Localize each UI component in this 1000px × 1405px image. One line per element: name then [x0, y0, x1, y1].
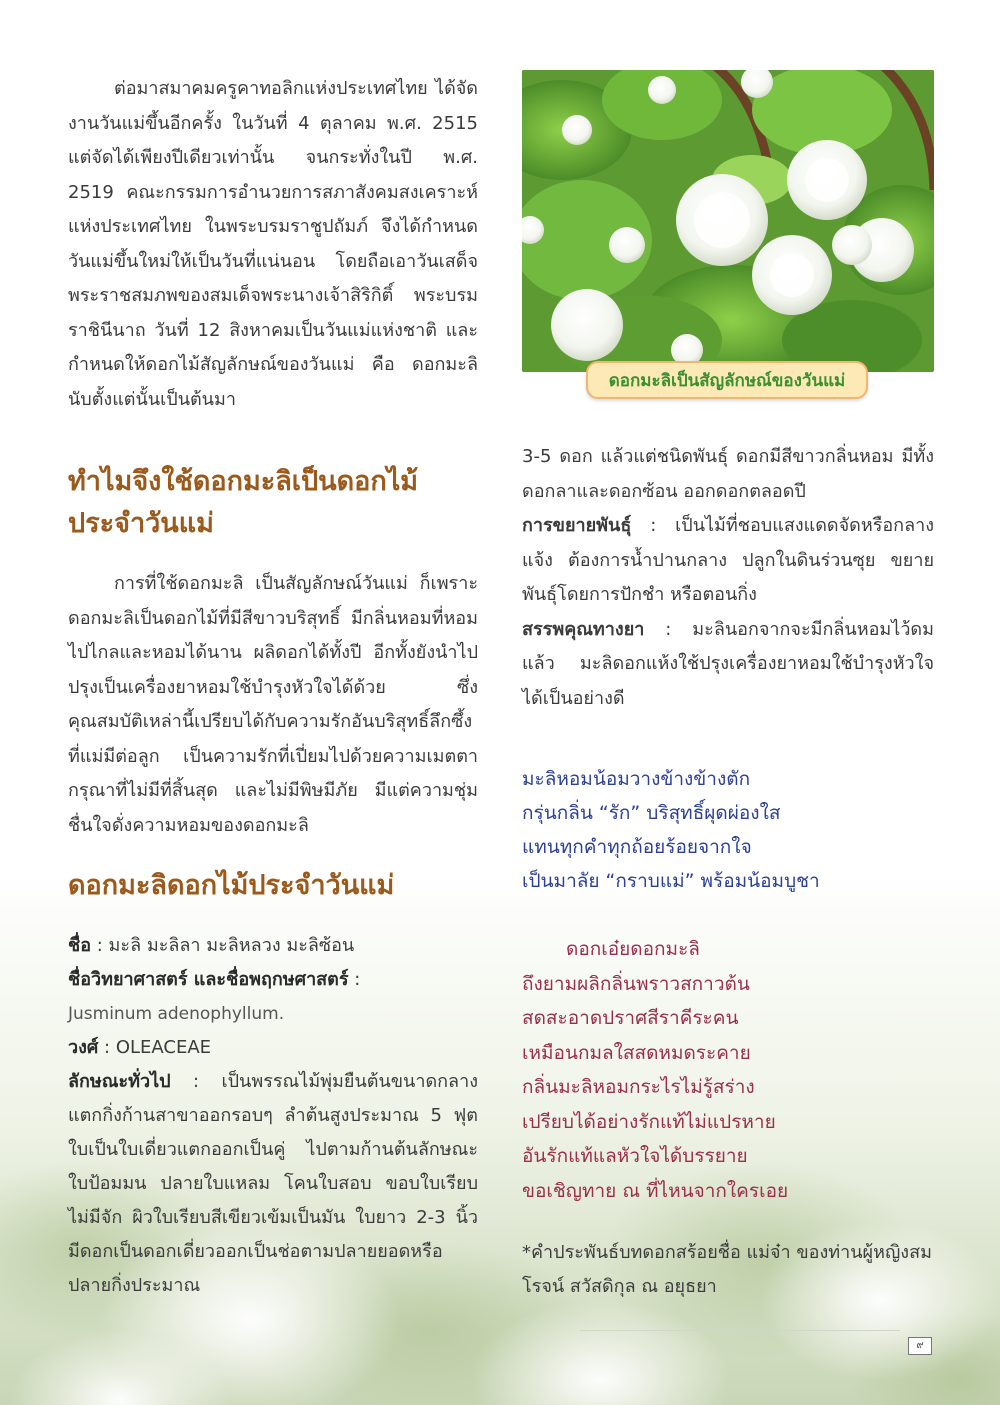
name-value: : มะลิ มะลิลา มะลิหลวง มะลิซ้อน [91, 935, 355, 956]
propagation-field [522, 509, 934, 613]
medicinal-value: : มะลินอกจากจะมีกลิ่นหอมไว้ดมแล้ว มะลิดอกแห้งใช้ปรุงเครื่องยาหอมใช้บำรุงหัวใจได้เป็นอย่างดี [522, 618, 934, 709]
left-column [68, 72, 478, 1303]
poem-line: แทนทุกคำทุกถ้อยร้อยจากใจ [522, 836, 752, 858]
why-jasmine-paragraph: การที่ใช้ดอกมะลิ เป็นสัญลักษณ์วันแม่ ก็เพราะดอกมะลิเป็นดอกไม้ที่มีสีขาวบริสุทธิ์ มีกลิ่นหอมที่หอมไปไกลและหอมได้นาน ผลิดอกได้ทั้งปี อีกทั้งยังนำไปปรุงเป็นเครื่องยาหอมใช้บำรุงหัวใจได้ด้วย ซึ่งคุณสมบัติเหล่านี้เปรียบได้กับความรักอันบริสุทธิ์ลึกซึ้งที่แม่มีต่อลูก เป็นความรักที่เปี่ยมไปด้วยความเมตตากรุณาที่ไม่มีที่สิ้นสุด และไม่มีพิษมีภัย มีแต่ความชุ่มชื่นใจดั่งความหอมของดอกมะลิ [68, 573, 478, 836]
scientific-name-label: ชื่อวิทยาศาสตร์ และชื่อพฤกษศาสตร์ [68, 969, 349, 990]
poem-line: เหมือนกมลใสสดหมดระคาย [522, 1041, 751, 1064]
photo-caption: ดอกมะลิเป็นสัญลักษณ์ของวันแม่ [586, 361, 868, 399]
poem-line: ถึงยามผลิกลิ่นพราวสกาวต้น [522, 972, 750, 995]
name-label: ชื่อ [68, 935, 92, 956]
poem-line: กลิ่นมะลิหอมกระไรไม่รู้สร่าง [522, 1076, 755, 1098]
family-field [68, 1031, 478, 1065]
footer-divider [580, 1330, 900, 1331]
poem-line: เปรียบได้อย่างรักแท้ไม่แปรหาย [522, 1110, 776, 1133]
poem-line: มะลิหอมน้อมวางข้างข้างตัก [522, 768, 751, 790]
general-label: ลักษณะทั่วไป [68, 1071, 171, 1092]
scientific-name-value: Jusminum adenophyllum. [68, 1004, 285, 1024]
poem-blue [522, 762, 934, 898]
intro-paragraph: ต่อมาสมาคมครูคาทอลิกแห่งประเทศไทย ได้จัดงานวันแม่ขึ้นอีกครั้ง ในวันที่ 4 ตุลาคม พ.ศ. 2515 แต่จัดได้เพียงปีเดียวเท่านั้น จนกระทั่งในปี พ.ศ. 2519 คณะกรรมการอำนวยการสภาสังคมสงเคราะห์แห่งประเทศไทย ในพระบรมราชูปถัมภ์ จึงได้กำหนดวันแม่ขึ้นใหม่ให้เป็นวันที่แน่นอน โดยถือเอาวันเสด็จพระราชสมภพของสมเด็จพระนางเจ้าสิริกิติ์ พระบรมราชินีนาถ วันที่ 12 สิงหาคมเป็นวันแม่แห่งชาติ และกำหนดให้ดอกไม้สัญลักษณ์ของวันแม่ คือ ดอกมะลิ นับตั้งแต่นั้นเป็นต้นมา [68, 78, 478, 410]
jasmine-flowers-image [522, 70, 934, 372]
scientific-name-colon: : [348, 969, 361, 990]
name-field [68, 929, 478, 963]
propagation-label: การขยายพันธุ์ [522, 515, 632, 536]
poem-credit-note: *คำประพันธ์บทดอกสร้อยชื่อ แม่จ๋า ของท่านผู้หญิงสมโรจน์ สวัสดิกุล ณ อยุธยา [522, 1242, 932, 1297]
medicinal-label: สรรพคุณทางยา [522, 618, 645, 640]
general-description-field [68, 1065, 478, 1303]
page-number: ๙ [908, 1337, 932, 1355]
general-value: : เป็นพรรณไม้พุ่มยืนต้นขนาดกลาง แตกกิ่งก้านสาขาออกรอบๆ ลำต้นสูงประมาณ 5 ฟุต ใบเป็นใบเดี่ยวแตกออกเป็นคู่ ไปตามก้านต้นลักษณะใบป้อมมน ปลายใบแหลม โคนใบสอบ ขอบใบเรียบไม่มีจัก ผิวใบเรียบสีเขียวเข้มเป็นมัน ใบยาว 2-3 นิ้ว มีดอกเป็นดอกเดี่ยวออกเป็นช่อตามปลายยอดหรือปลายกิ่งประมาณ [68, 1071, 478, 1296]
heading-jasmine-flower: ดอกมะลิดอกไม้ประจำวันแม่ [68, 870, 395, 901]
poem-red [522, 932, 934, 1208]
medicinal-field [522, 613, 934, 717]
poem-line: ขอเชิญทาย ณ ที่ไหนจากใครเอย [522, 1179, 789, 1202]
right-column [522, 440, 934, 1322]
poem-line: ดอกเอ๋ยดอกมะลิ [566, 938, 700, 960]
poem-line: กรุ่นกลิ่น “รัก” บริสุทธิ์ผุดผ่องใส [522, 802, 781, 824]
family-value: : OLEACEAE [98, 1037, 212, 1058]
poem-line: เป็นมาลัย “กราบแม่” พร้อมน้อมบูชา [522, 870, 820, 892]
scientific-name-field [68, 963, 478, 997]
heading-why-jasmine: ทำไมจึงใช้ดอกมะลิเป็นดอกไม้ประจำวันแม่ [68, 466, 419, 539]
jasmine-photo [522, 70, 934, 372]
flower-facts [68, 929, 478, 1303]
poem-line: สดสะอาดปราศสีราคีระคน [522, 1007, 739, 1029]
poem-line: อันรักแท้แลหัวใจได้บรรยาย [522, 1145, 748, 1167]
propagation-value: : เป็นไม้ที่ชอบแสงแดดจัดหรือกลางแจ้ง ต้องการน้ำปานกลาง ปลูกในดินร่วนซุย ขยายพันธุ์โดยการปักชำ หรือตอนกิ่ง [522, 515, 934, 605]
continued-description: 3-5 ดอก แล้วแต่ชนิดพันธุ์ ดอกมีสีขาวกลิ่นหอม มีทั้งดอกลาและดอกซ้อน ออกดอกตลอดปี [522, 446, 934, 502]
family-label: วงศ์ [68, 1037, 99, 1058]
